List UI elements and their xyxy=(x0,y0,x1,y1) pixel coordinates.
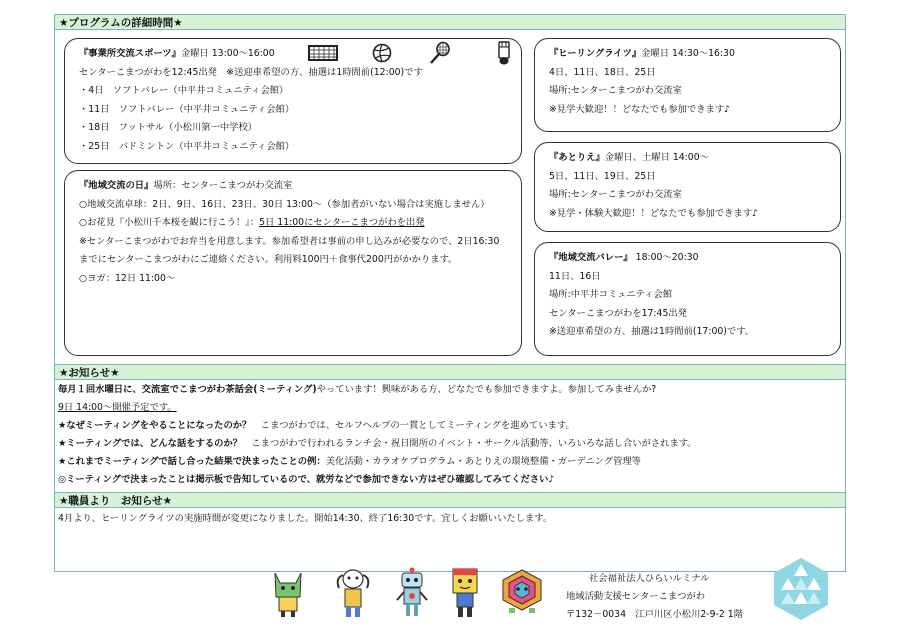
community-hanami-a: ○お花見『小松川千本桜を観に行こう！』： xyxy=(79,217,260,229)
notice-line-3-rest: こまつがわでは、セルフヘルプの一貫としてミーティングを進めています。 xyxy=(251,420,575,431)
sports-item: ・25日 バドミントン（中平井コミュニティ会館） xyxy=(79,140,295,152)
notice-line-1-rest: やっています！興味がある方、どなたでも参加できますよ。参加してみませんか? xyxy=(316,384,657,395)
notice-line-1 xyxy=(58,381,656,399)
community-box xyxy=(64,170,522,356)
volley-time: 18:00～20:30 xyxy=(635,252,699,263)
notice-line-3-bold: ★なぜミーティングをやることになったのか？ xyxy=(58,420,252,431)
volley-place: 場所:中平井コミュニティ会館 xyxy=(549,289,673,301)
notice-line-1-bold: 毎月１回水曜日に、交流室でこまつがわ茶話会(ミーティング) xyxy=(58,384,317,395)
notice-line-2: 9日 14:00～開催予定です。 xyxy=(58,402,177,413)
community-pingpong: ○地域交流卓球：2日、9日、16日、23日、30日 13:00～（参加者がいない場合は実施しません） xyxy=(79,198,490,210)
notice-line-3 xyxy=(58,417,575,435)
atorie-box xyxy=(534,142,841,232)
volley-title: 『地域交流バレー』 xyxy=(549,252,633,263)
staff-text: 4月より、ヒーリングライツの実施時間が変更になりました。開始14:30、終了16:30です。宜しくお願いいたします。 xyxy=(58,513,553,524)
notice-line-5 xyxy=(58,453,641,471)
robot-character-icon xyxy=(394,566,430,620)
sports-item: ・11日 ソフトバレー（中平井コミュニティ会館） xyxy=(79,103,295,115)
atorie-note: ※見学・体験大歓迎！！どなたでも参加できます♪ xyxy=(549,207,758,219)
notice-line-4-bold: ★ミーティングでは、どんな話をするのか？ xyxy=(58,438,243,449)
atorie-place: 場所:センターこまつがわ交流室 xyxy=(549,189,682,201)
shuttlecock-icon xyxy=(496,40,512,66)
notice-line-6: ◎ミーティングで決まったことは掲示板で告知しているので、就労などで参加できない方はぜひ確認してみてください♪ xyxy=(58,474,555,485)
volley-depart: センターこまつがわを17:45出発 xyxy=(549,307,687,319)
volleyball-icon xyxy=(372,43,392,63)
community-yoga: ○ヨガ：12日 11:00～ xyxy=(79,272,176,284)
section-staff-title: ★職員より お知らせ★ xyxy=(55,492,845,508)
organization-logo-icon xyxy=(768,556,834,622)
volley-note: ※送迎車希望の方、抽選は1時間前(17:00)です。 xyxy=(549,326,755,338)
badminton-racket-icon xyxy=(428,41,452,65)
cat-character-icon xyxy=(270,567,306,619)
sports-time: 金曜日 13:00～16:00 xyxy=(180,48,275,59)
community-place: 場所：センターこまつがわ交流室 xyxy=(153,180,293,191)
soccer-goal-icon xyxy=(307,44,339,64)
boy-character-icon xyxy=(448,566,482,620)
mosaic-turtle-character-icon xyxy=(497,568,547,614)
sports-item: ・4日 ソフトバレー（中平井コミュニティ会館） xyxy=(79,85,289,97)
sports-title: 『事業所交流スポーツ』 xyxy=(79,48,181,59)
atorie-dates: 5日、11日、19日、25日 xyxy=(549,170,656,182)
volley-dates: 11日、16日 xyxy=(549,270,601,282)
community-hanami-b: 5日 11:00にセンターこまつがわを出発 xyxy=(259,217,425,229)
volley-box xyxy=(534,242,841,356)
community-title: 『地域交流の日』 xyxy=(79,180,154,191)
sports-item: ・18日 フットサル（小松川第一中学校） xyxy=(79,122,258,134)
org-name-2: 地域活動支援センターこまつがわ xyxy=(566,591,706,602)
healing-time: 金曜日 14:30～16:30 xyxy=(641,48,735,59)
notice-line-5-rest: 美化活動・カラオケプログラム・あとりえの環境整備・ガーデニング管理等 xyxy=(325,456,641,467)
healing-place: 場所:センターこまつがわ交流室 xyxy=(549,85,682,97)
notice-line-4-rest: こまつがわで行われるランチ会・祝日開所のイベント・サークル活動等、いろいろな話し合いがされます。 xyxy=(242,438,697,449)
dog-character-icon xyxy=(333,566,373,620)
sports-box xyxy=(64,38,522,164)
atorie-time: 金曜日、土曜日 14:00～ xyxy=(604,152,709,163)
notice-line-4 xyxy=(58,435,697,453)
healing-note: ※見学大歓迎！！どなたでも参加できます♪ xyxy=(549,103,731,115)
org-name-1: 社会福祉法人ひらいルミナル xyxy=(589,573,710,584)
sports-line1: センターこまつがわを12:45出発 ※送迎車希望の方、抽選は1時間前(12:00)です xyxy=(79,66,423,78)
healing-title: 『ヒーリングライツ』 xyxy=(549,48,642,59)
healing-dates: 4日、11日、18日、25日 xyxy=(549,66,656,78)
notice-line-5-bold: ★これまでミーティングで話し合った結果で決まったことの例： xyxy=(58,456,326,467)
community-lunch: ※センターこまつがわでお弁当を用意します。参加希望者は事前の申し込みが必要なので、2日16:30までにセンターこまつがわにご連絡ください。利用料100円＋食事代200円がかかります。 xyxy=(79,235,500,266)
section-program-title: ★プログラムの詳細時間★ xyxy=(55,14,845,30)
atorie-title: 『あとりえ』 xyxy=(549,152,605,163)
org-address: 〒132－0034 江戸川区小松川2-9-2 1階 xyxy=(566,609,743,620)
section-notice-title: ★お知らせ★ xyxy=(55,364,845,380)
healing-box xyxy=(534,38,841,132)
